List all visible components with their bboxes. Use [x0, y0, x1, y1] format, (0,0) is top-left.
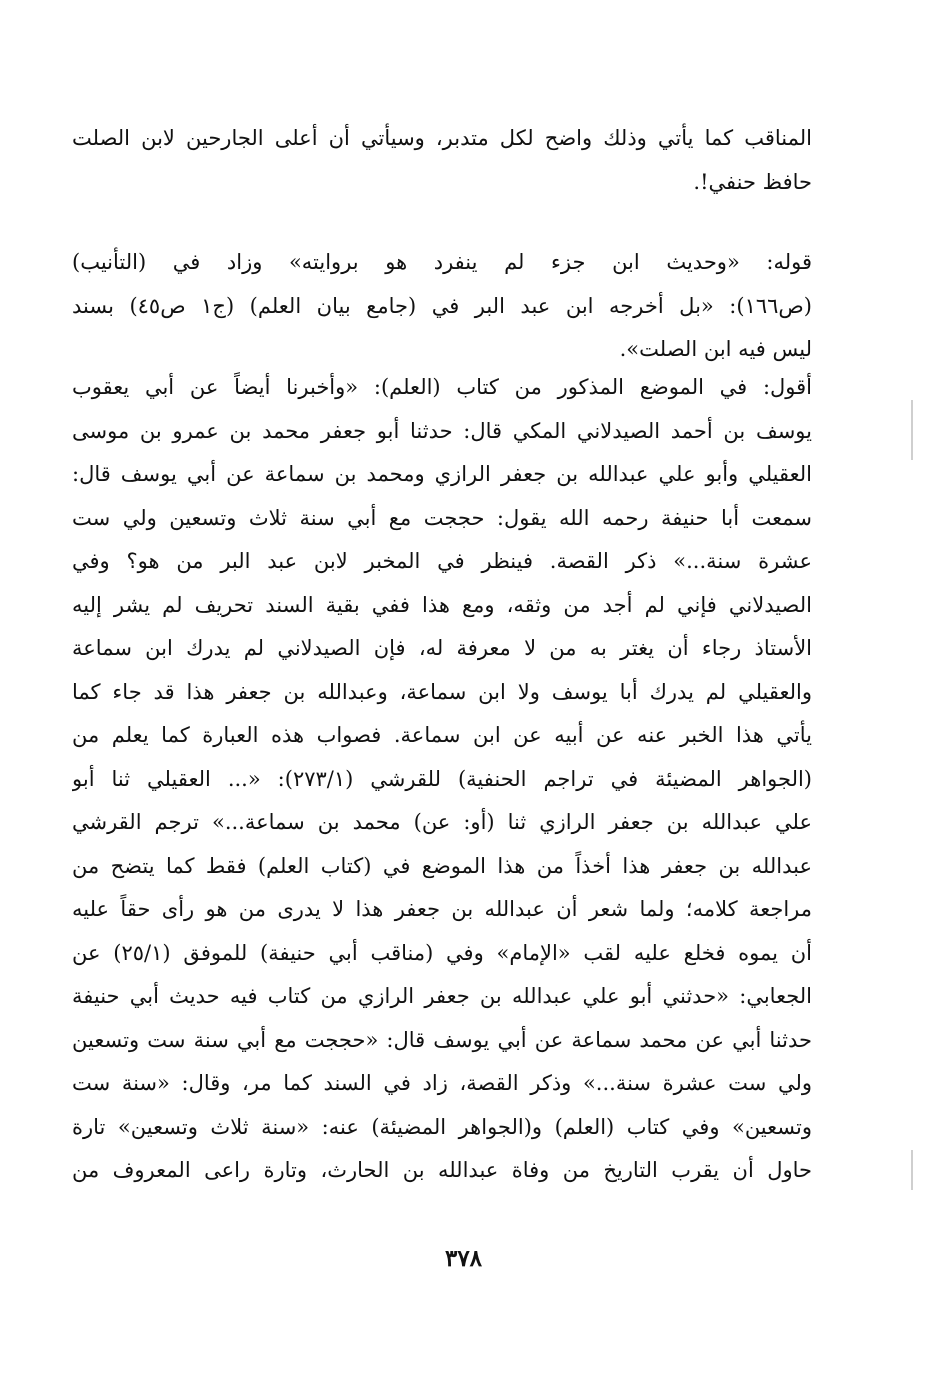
paragraph-2: [72, 241, 812, 372]
text-line: والعقيلي لم يدرك أبا يوسف ولا ابن سماعة، وعبدالله بن جعفر هذا قد جاء كما: [72, 679, 812, 704]
text-line: العقيلي وأبو علي عبدالله بن جعفر الرازي ومحمد بن سماعة عن أبي يوسف قال:: [72, 462, 812, 486]
paragraph-3: [72, 366, 812, 1193]
text-line: عبدالله بن جعفر هذا أخذاً من هذا الموضع في (كتاب العلم) فقط كما يتضح من: [72, 853, 812, 878]
paragraph-1: [72, 117, 812, 204]
text-line: علي عبدالله بن جعفر الرازي ثنا (أو: عن) محمد بن سماعة...» ترجم القرشي: [72, 810, 812, 834]
text-line: أن يموه فخلع عليه لقب «الإمام» وفي (مناقب أبي حنيفة) للموفق (٢٥/١) عن: [72, 940, 812, 965]
text-line: المناقب كما يأتي وذلك واضح لكل متدبر، وسيأتي أن أعلى الجارحين لابن الصلت: [72, 126, 812, 150]
text-line: حاول أن يقرب التاريخ من وفاة عبدالله بن الحارث، وتارة راعى المعروف من: [72, 1158, 812, 1182]
text-line: وتسعين» وفي كتاب (العلم) و(الجواهر المضيئة) عنه: «سنة ثلاث وتسعين» تارة: [72, 1114, 812, 1139]
scan-edge-mark: [911, 400, 913, 460]
text-line: عشرة سنة...» ذكر القصة. فينظر في المخبر لابن عبد البر من هو؟ وفي: [72, 549, 812, 573]
text-line: يوسف بن أحمد الصيدلاني المكي قال: حدثنا أبو جعفر محمد بن عمرو بن موسى: [72, 418, 812, 443]
text-line: (الجواهر المضيئة في تراجم الحنفية) للقرشي (٢٧٣/١): «... العقيلي ثنا أبو: [72, 766, 812, 791]
text-line: ولي ست عشرة سنة...» وذكر القصة، زاد في السند كما مر، وقال: «سنة ست: [72, 1071, 812, 1095]
scan-edge-mark: [911, 1150, 913, 1190]
text-line: قوله: «وحديث ابن جزء لم ينفرد هو بروايته» وزاد في (التأنيب): [72, 250, 812, 274]
text-line: الجعابي: «حدثني أبو علي عبدالله بن جعفر الرازي من كتاب فيه حديث أبي حنيفة: [72, 984, 812, 1008]
page-number: ٣٧٨: [444, 1245, 483, 1272]
text-line: حافظ حنفي!.: [693, 169, 812, 194]
text-line: الصيدلاني فإني لم أجد من وثقه، ومع هذا ففي بقية السند تحريف لم يشر إليه: [72, 592, 812, 617]
text-line: (ص١٦٦): «بل أخرجه ابن عبد البر في (جامع بيان العلم) (ج١ ص٤٥) بسند: [72, 293, 812, 318]
text-line: الأستاذ رجاء أن يغتر به من لا معرفة له، فإن الصيدلاني لم يدرك ابن سماعة: [72, 636, 812, 660]
text-line: يأتي هذا الخبر عنه عن أبيه عن ابن سماعة. فصواب هذه العبارة كما يعلم من: [72, 723, 812, 747]
text-line: حدثنا أبي عن محمد سماعة عن أبي يوسف قال: «حججت مع أبي سنة ست وتسعين: [72, 1027, 812, 1052]
text-line: أقول: في الموضع المذكور من كتاب (العلم): «وأخبرنا أيضاً عن أبي يعقوب: [72, 375, 812, 399]
text-line: مراجعة كلامه؛ ولما شعر أن عبدالله بن جعفر هذا لا يدرى من هو رأى حقاً عليه: [72, 897, 812, 921]
text-line: سمعت أبا حنيفة رحمه الله يقول: حججت مع أبي سنة ثلاث وتسعين ولي ست: [72, 505, 812, 530]
text-line: ليس فيه ابن الصلت».: [619, 337, 812, 361]
